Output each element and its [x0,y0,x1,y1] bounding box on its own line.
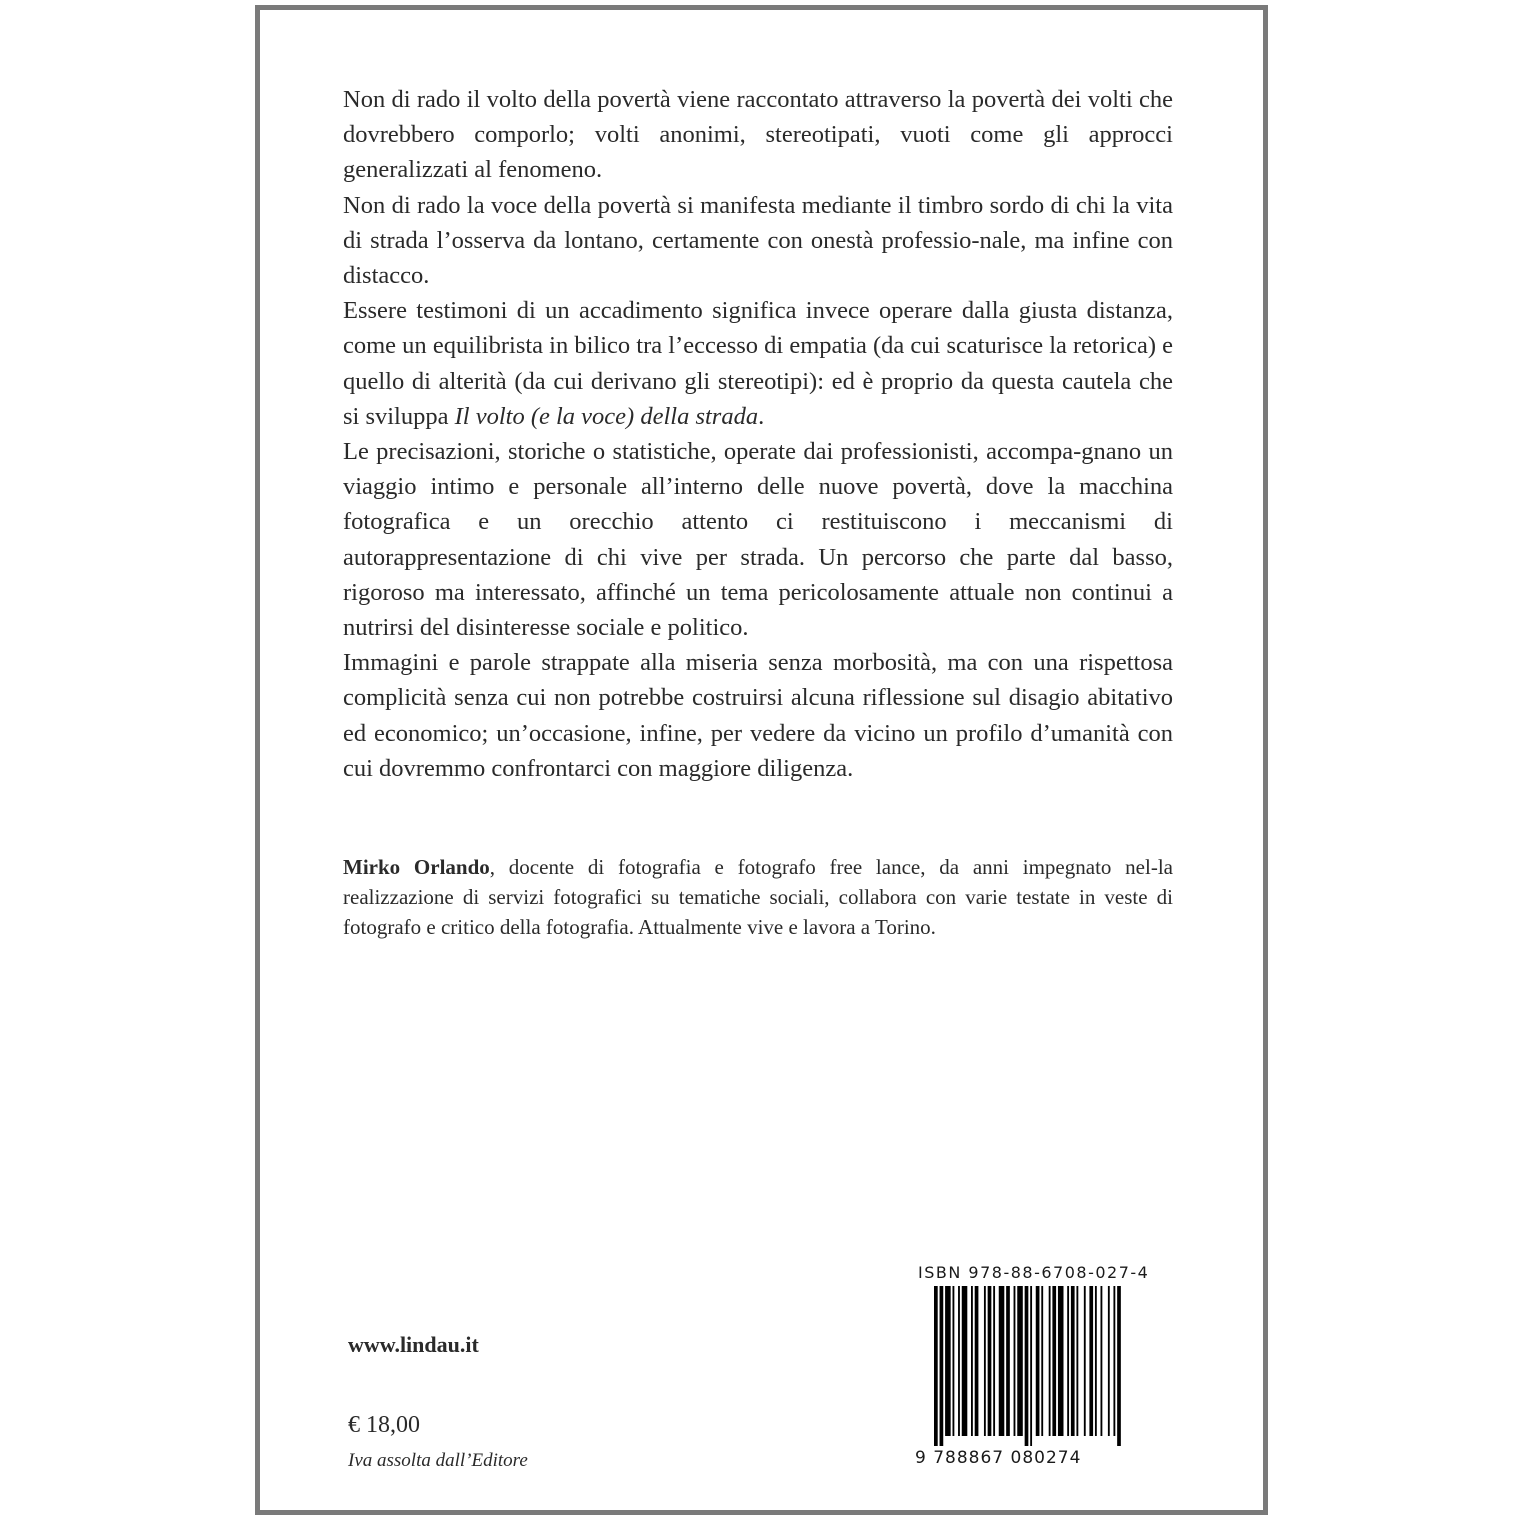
blurb-paragraph-5: Immagini e parole strappate alla miseria senza morbosità, ma con una rispettosa complicità senza cui non potrebbe costruirsi alcuna riflessione sul disagio abitativo ed economico; un’occasione, infine, per vedere da vicino un profilo d’umanità con cui dovremmo confrontarci con maggiore diligenza. [343,649,1173,782]
barcode-bar [1058,1286,1064,1436]
author-bio-paragraph [343,852,1173,942]
barcode [932,1286,1152,1446]
barcode-bar [993,1286,995,1436]
blurb-paragraph-3-text: Essere testimoni di un accadimento significa invece operare dalla giusta distanza, come un equilibrista in bilico tra l’eccesso di empatia (da cui scaturisce la retorica) e quello di alterità (da cui derivano gli stereotipi): ed è proprio da questa cautela che si sviluppa [343,297,1173,430]
barcode-bar [988,1286,992,1436]
barcode-bar [958,1286,960,1436]
barcode-bar [1014,1286,1016,1436]
barcode-bar [945,1286,951,1436]
barcode-bar [1030,1286,1032,1446]
barcode-bar [1071,1286,1075,1436]
barcode-bar [934,1286,938,1446]
book-title: Il volto (e la voce) della strada [454,402,759,430]
barcode-bar [1113,1286,1115,1436]
barcode-bar [953,1286,955,1436]
barcode-bar [1076,1286,1078,1436]
barcode-bar [1052,1286,1056,1436]
barcode-bar [1084,1286,1086,1436]
barcode-bar [975,1286,979,1436]
book-back-cover [255,5,1268,1515]
barcode-bar [1117,1286,1121,1446]
barcode-bar [971,1286,973,1436]
barcode-bar [999,1286,1005,1436]
barcode-digits: 9 788867 080274 [915,1448,1082,1468]
barcode-bar [1095,1286,1097,1436]
barcode-bar [1025,1286,1029,1446]
blurb-text [343,82,1173,786]
barcode-bar [1049,1286,1051,1436]
publisher-website[interactable]: www.lindau.it [348,1332,479,1357]
author-bio-text: , docente di fotografia e fotografo free lance, da anni impegnato nel-la realizzazione di servizi fotografici su tematiche sociali, collabora con varie testate in veste di fotografo e critico della fotografia. Attualmente vive e lavora a Torino. [343,855,1173,939]
barcode-bar [1006,1286,1010,1436]
author-bio [343,852,1173,942]
barcode-bar [1067,1286,1069,1436]
blurb-paragraph-3-end: . [758,402,765,430]
vat-note: Iva assolta dall’Editore [348,1450,528,1471]
barcode-bar [962,1286,968,1436]
blurb-paragraph-1: Non di rado il volto della povertà viene raccontato attraverso la povertà dei volti che dovrebbero comporlo; volti anonimi, stereotipati, vuoti come gli approcci generalizzati al fenomeno. [343,86,1173,184]
blurb-paragraph-4: Le precisazioni, storiche o statistiche, operate dai professionisti, accompa-gnano un viaggio intimo e personale all’interno delle nuove povertà, dove la macchina fotografica e un orecchio attento ci restituiscono i meccanismi di autorappresentazione di chi vive per strada. Un percorso che parte dal basso, rigoroso ma interessato, affinché un tema pericolosamente attuale non continui a nutrirsi del disinteresse sociale e politico. [343,438,1173,642]
barcode-bar [1041,1286,1043,1436]
barcode-bar [1089,1286,1093,1436]
barcode-bar [1017,1286,1023,1436]
author-name: Mirko Orlando [343,855,490,879]
isbn-label: ISBN 978-88-6708-027-4 [918,1263,1150,1282]
blurb-paragraph-3 [343,293,1173,434]
price: € 18,00 [348,1412,420,1438]
barcode-bar [1108,1286,1110,1436]
barcode-bar [984,1286,986,1436]
barcode-bar [940,1286,944,1446]
blurb-paragraph-2: Non di rado la voce della povertà si manifesta mediante il timbro sordo di chi la vita di strada l’osserva da lontano, certamente con onestà professio-nale, ma infine con distacco. [343,191,1173,290]
barcode-bar [1101,1286,1103,1436]
barcode-bar [1036,1286,1040,1436]
